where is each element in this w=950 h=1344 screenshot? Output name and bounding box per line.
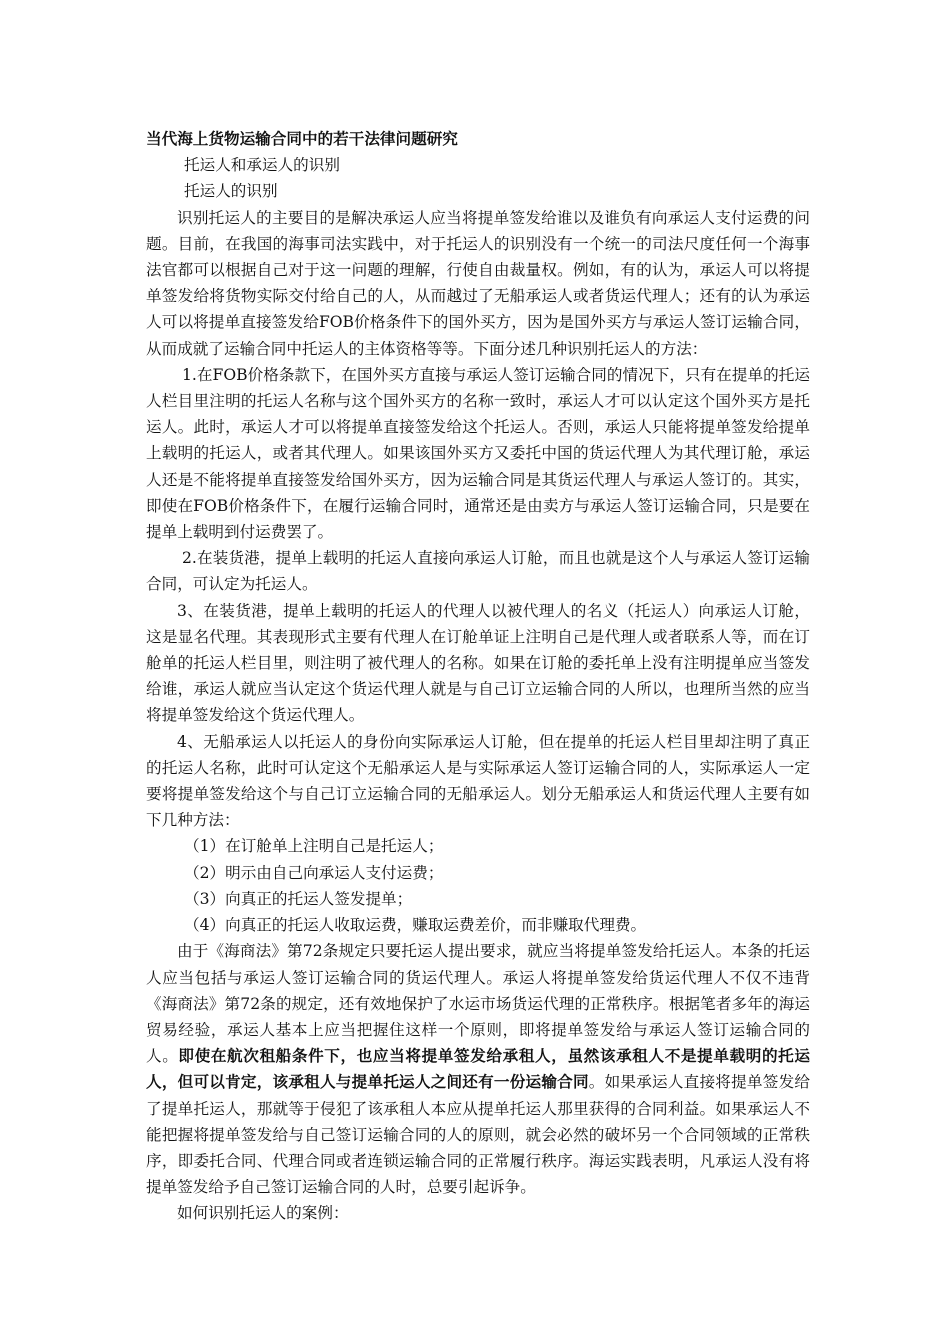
section-heading: 托运人和承运人的识别 <box>184 156 340 175</box>
list-item: （2）明示由自己向承运人支付运费； <box>184 863 444 882</box>
list-item: （3）向真正的托运人签发提单； <box>184 889 413 908</box>
bold-emphasis-text: 即使在航次租船条件下，也应当将提单签发给承租人，虽然该承租人不是提单载明的托运人，但可以肯定，该承租人与提单托运人之间还有一份运输合同 <box>146 1046 810 1092</box>
paragraph-method-2: 2.在装货港，提单上载明的托运人直接向承运人订舱，而且也就是这个人与承运人签订运输合同，可认定为托运人。 <box>146 549 810 594</box>
paragraph-text: 。如果承运人直接将提单签发给了提单托运人，那就等于侵犯了该承租人本应从提单托运人那里获得的合同利益。如果承运人不能把握将提单签发给与自己签订运输合同的人的原则，就会必然的破坏另一个合同领域的正常秩序，即委托合同、代理合同或者连锁运输合同的正常履行秩序。海运实践表明，凡承运人没有将提单签发给予自己签订运输合同的人时，总要引起诉争。 <box>146 1073 810 1197</box>
paragraph-intro: 识别托运人的主要目的是解决承运人应当将提单签发给谁以及谁负有向承运人支付运费的问题。目前，在我国的海事司法实践中，对于托运人的识别没有一个统一的司法尺度任何一个海事法官都可以根据自己对于这一问题的理解，行使自由裁量权。例如，有的认为，承运人可以将提单签发给将货物实际交付给自己的人，从而越过了无船承运人或者货运代理人；还有的认为承运人可以将提单直接签发给FOB价格条件下的国外买方，因为是国外买方与承运人签订运输合同，从而成就了运输合同中托运人的主体资格等等。下面分述几种识别托运人的方法： <box>146 208 810 358</box>
document-title: 当代海上货物运输合同中的若干法律问题研究 <box>146 129 458 148</box>
paragraph-text: 由于《海商法》第72条规定只要托运人提出要求，就应当将提单签发给托运人。本条的托运人应当包括与承运人签订运输合同的货运代理人。承运人将提单签发给货运代理人不仅不违背《海商法》第72条的规定，还有效地保护了水运市场货运代理的正常秩序。根据笔者多年的海运贸易经验，承运人基本上应当把握住这样一个原则，即将提单签发给与承运人签订运输合同的人。 <box>146 942 810 1066</box>
subsection-heading: 托运人的识别 <box>184 182 278 201</box>
paragraph-article-72 <box>146 938 810 1200</box>
list-item: （1）在订舱单上注明自己是托运人； <box>184 837 444 856</box>
paragraph-method-1: 1.在FOB价格条款下，在国外买方直接与承运人签订运输合同的情况下，只有在提单的托运人栏目里注明的托运人名称与这个国外买方的名称一致时，承运人才可以认定这个国外买方是托运人。此时，承运人才可以将提单直接签发给这个托运人。否则，承运人只能将提单签发给提单上载明的托运人，或者其代理人。如果该国外买方又委托中国的货运代理人为其代理订舱，承运人还是不能将提单直接签发给国外买方，因为运输合同是其货运代理人与承运人签订的。其实，即使在FOB价格条件下，在履行运输合同时，通常还是由卖方与承运人签订运输合同，只是要在提单上载明到付运费罢了。 <box>146 365 810 542</box>
paragraph-method-4: 4、无船承运人以托运人的身份向实际承运人订舱，但在提单的托运人栏目里却注明了真正的托运人名称，此时可认定这个无船承运人是与实际承运人签订运输合同的人，实际承运人一定要将提单签发给这个与自己订立运输合同的无船承运人。划分无船承运人和货运代理人主要有如下几种方法： <box>146 732 810 830</box>
paragraph-case-heading: 如何识别托运人的案例： <box>177 1204 349 1223</box>
document-page <box>146 126 810 1227</box>
paragraph-method-3: 3、在装货港，提单上载明的托运人的代理人以被代理人的名义（托运人）向承运人订舱，这是显名代理。其表现形式主要有代理人在订舱单证上注明自己是代理人或者联系人等，而在订舱单的托运人栏目里，则注明了被代理人的名称。如果在订舱的委托单上没有注明提单应当签发给谁，承运人就应当认定这个货运代理人就是与自己订立运输合同的人所以，也理所当然的应当将提单签发给这个货运代理人。 <box>146 601 810 725</box>
list-item: （4）向真正的托运人收取运费，赚取运费差价，而非赚取代理费。 <box>184 916 647 935</box>
